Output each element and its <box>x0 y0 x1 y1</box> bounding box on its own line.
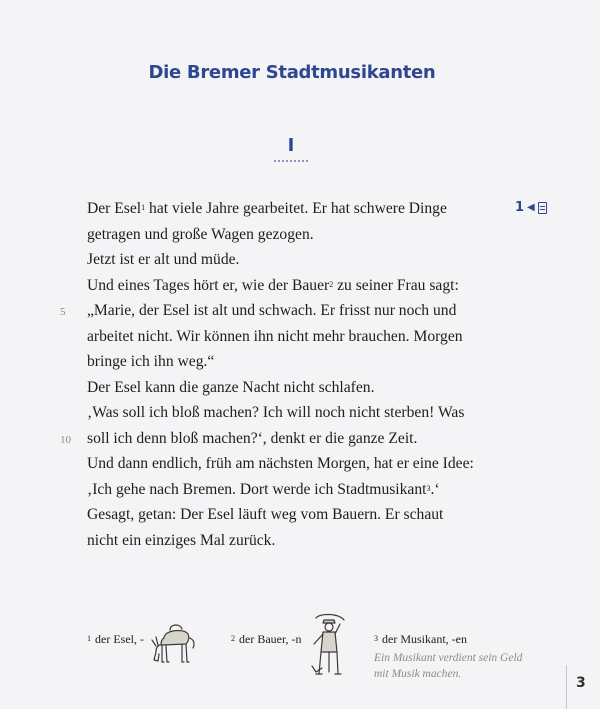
page-title: Die Bremer Stadtmusikanten <box>148 62 436 83</box>
document-icon <box>538 202 547 214</box>
text-line: getragen und große Wagen gezogen. <box>87 225 314 243</box>
footnote-2: $^2$ der Bauer, -n <box>231 632 302 646</box>
text-line: Und dann endlich, früh am nächsten Morgen, hat er eine Idee: <box>87 455 474 472</box>
page-number-divider <box>566 665 567 709</box>
text-line: Der Esel$^1$ hat viele Jahre gearbeitet. Er hat schwere Dinge <box>87 200 447 217</box>
text-line: Gesagt, getan: Der Esel läuft weg vom Bauern. Er schaut <box>87 506 444 523</box>
footnote-marker: 2 <box>329 279 334 289</box>
play-arrow-icon: ◀ <box>527 202 535 213</box>
footnote-definition: Ein Musikant verdient sein Geld mit Musik machen. <box>374 652 523 680</box>
text-line: Jetzt ist er alt und müde. <box>87 251 240 268</box>
page-number: 3 <box>576 675 586 691</box>
text-line: arbeitet nicht. Wir können ihn nicht mehr brauchen. Morgen <box>87 327 463 345</box>
farmer-illustration <box>304 612 354 682</box>
text-line: Der Esel kann die ganze Nacht nicht schlafen. <box>87 378 375 396</box>
text-line: Und eines Tages hört er, wie der Bauer$^2$ zu seiner Frau sagt: <box>87 276 459 294</box>
line-number: 5 <box>60 306 66 318</box>
text-line: bringe ich ihn weg.“ <box>87 353 215 370</box>
text-line: ‚Ich gehe nach Bremen. Dort werde ich Stadtmusikant$^3$.‘ <box>87 480 440 498</box>
footnote-3: $^3$ der Musikant, -en <box>374 632 467 646</box>
text-line: 5 „Marie, der Esel ist alt und schwach. Er frisst nur noch und <box>87 298 527 324</box>
story-text <box>60 196 527 553</box>
text-line: 10 soll ich denn bloß machen?‘, denkt er die ganze Zeit. <box>87 426 527 452</box>
footnote-1: $^1$ der Esel, - <box>87 632 144 646</box>
donkey-illustration <box>150 618 202 668</box>
line-number: 10 <box>60 433 71 446</box>
track-number: 1 <box>515 200 525 215</box>
text-line: ‚Was soll ich bloß machen? Ich will noch nicht sterben! Was <box>87 404 465 421</box>
footnote-marker: 1 <box>141 203 146 212</box>
chapter-number: I <box>287 135 295 156</box>
chapter-divider <box>274 160 308 162</box>
text-line: nicht ein einziges Mal zurück. <box>87 531 276 549</box>
footnote-marker: 3 <box>426 483 431 493</box>
